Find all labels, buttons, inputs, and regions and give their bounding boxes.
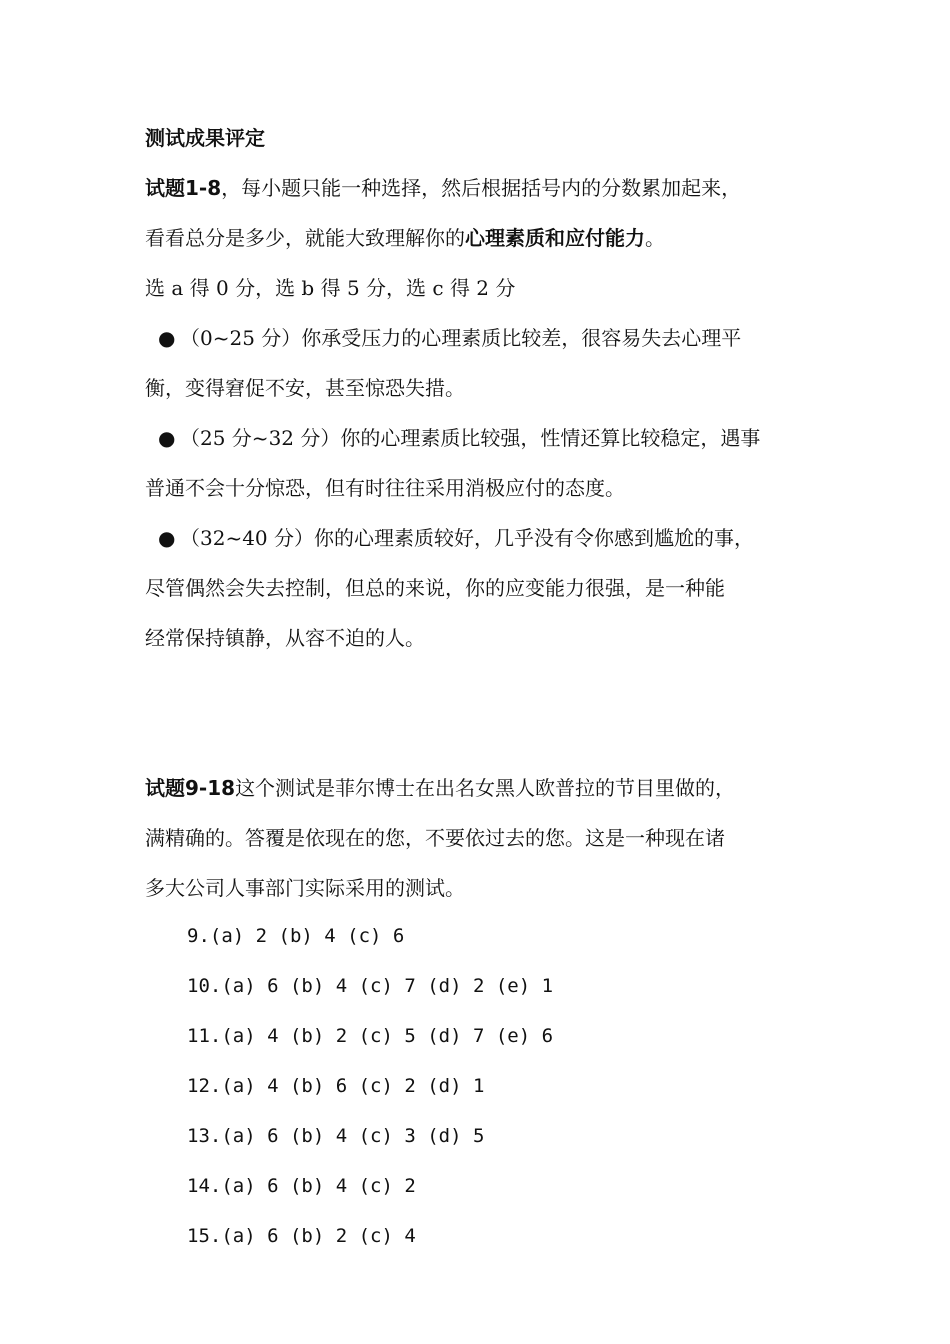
intro-label: 试题 — [145, 176, 185, 200]
intro-highlight: 心理素质和应付能力 — [465, 226, 645, 250]
scoring-rule: 选 a 得 0 分，选 b 得 5 分，选 c 得 2 分 — [145, 276, 516, 300]
level-3-line-1 — [158, 524, 848, 552]
intro-text-3: 。 — [645, 226, 665, 250]
score-item-12: 12.(a) 4 (b) 6 (c) 2 (d) 1 — [187, 1075, 485, 1097]
score-item-14: 14.(a) 6 (b) 4 (c) 2 — [187, 1175, 416, 1197]
intro-line-2 — [145, 224, 835, 252]
intro-line-1 — [145, 174, 835, 202]
level-1-text-1: （0~25 分）你承受压力的心理素质比较差，很容易失去心理平 — [180, 326, 742, 350]
section2-text-1: 这个测试是菲尔博士在出名女黑人欧普拉的节目里做的， — [235, 776, 736, 800]
score-item-15: 15.(a) 6 (b) 2 (c) 4 — [187, 1225, 416, 1247]
score-item-9: 9.(a) 2 (b) 4 (c) 6 — [187, 925, 405, 947]
section2-line-3: 多大公司人事部门实际采用的测试。 — [145, 876, 465, 900]
bullet-icon: ● — [158, 526, 176, 550]
level-1-line-2: 衡，变得窘促不安，甚至惊恐失措。 — [145, 376, 465, 400]
level-2-line-1 — [158, 424, 848, 452]
section2-line-1 — [145, 774, 835, 802]
score-item-10: 10.(a) 6 (b) 4 (c) 7 (d) 2 (e) 1 — [187, 975, 554, 997]
section2-range: 9-18 — [185, 776, 236, 800]
bullet-icon: ● — [158, 426, 176, 450]
intro-range: 1-8 — [185, 176, 222, 200]
score-item-11: 11.(a) 4 (b) 2 (c) 5 (d) 7 (e) 6 — [187, 1025, 554, 1047]
level-2-line-2: 普通不会十分惊恐，但有时往往采用消极应付的态度。 — [145, 476, 625, 500]
level-2-text-1: （25 分~32 分）你的心理素质比较强，性情还算比较稳定，遇事 — [180, 426, 761, 450]
level-3-text-1: （32~40 分）你的心理素质较好，几乎没有令你感到尴尬的事， — [180, 526, 755, 550]
score-item-13: 13.(a) 6 (b) 4 (c) 3 (d) 5 — [187, 1125, 485, 1147]
intro-text-1: ，每小题只能一种选择，然后根据括号内的分数累加起来， — [221, 176, 742, 200]
intro-text-2: 看看总分是多少，就能大致理解你的 — [145, 226, 465, 250]
level-3-line-2: 尽管偶然会失去控制，但总的来说，你的应变能力很强，是一种能 — [145, 576, 725, 600]
section2-line-2: 满精确的。答覆是依现在的您，不要依过去的您。这是一种现在诸 — [145, 826, 725, 850]
section-title: 测试成果评定 — [145, 126, 265, 150]
level-3-line-3: 经常保持镇静，从容不迫的人。 — [145, 626, 425, 650]
bullet-icon: ● — [158, 326, 176, 350]
section2-label: 试题 — [145, 776, 185, 800]
level-1-line-1 — [158, 324, 848, 352]
